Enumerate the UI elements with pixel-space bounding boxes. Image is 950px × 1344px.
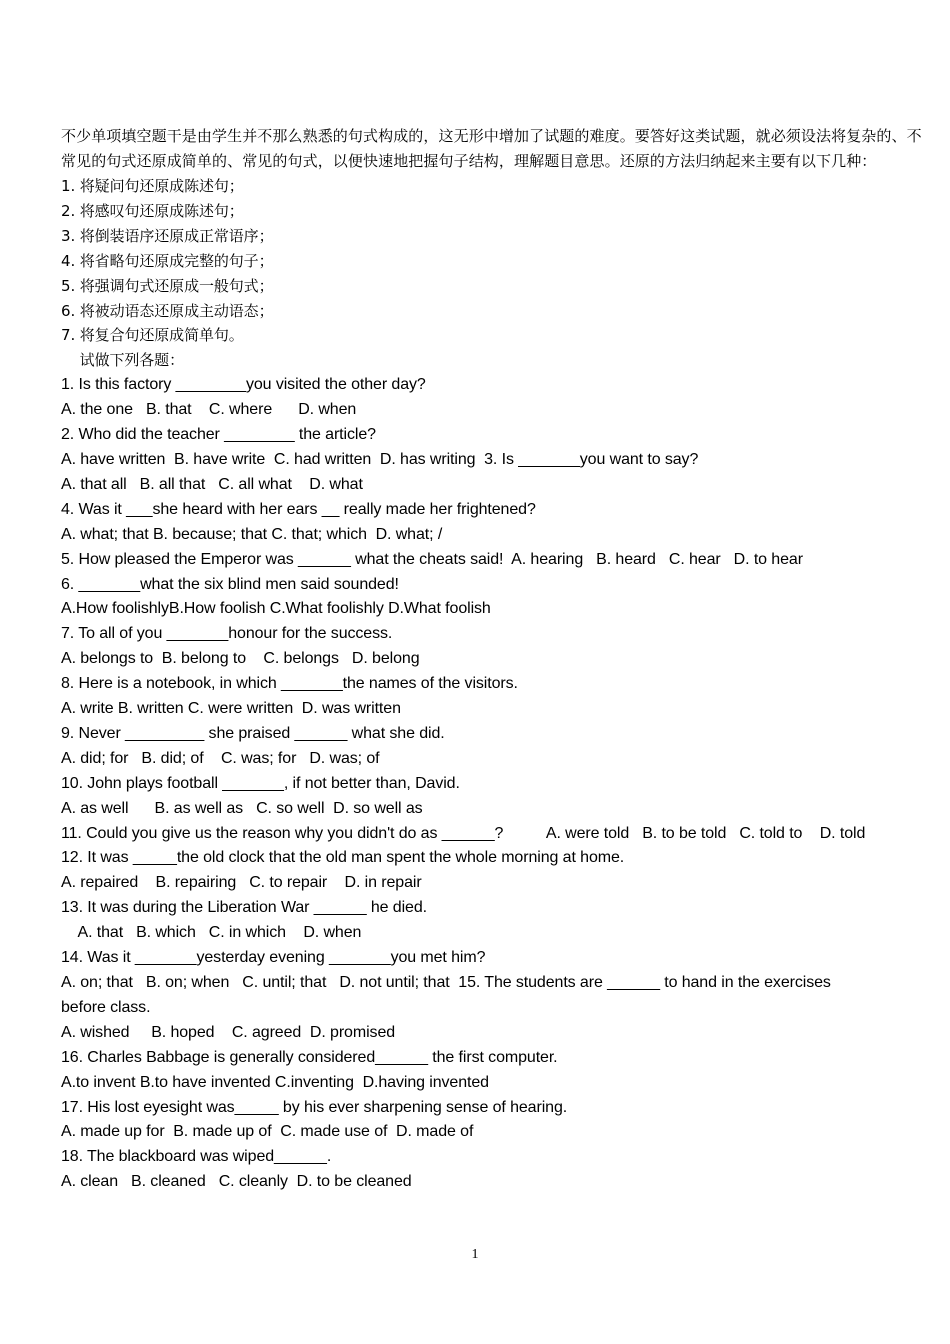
exercise-line: A. made up for B. made up of C. made use of D. made of — [61, 1123, 474, 1141]
exercise-line: before class. — [61, 998, 151, 1016]
exercise-line: 11. Could you give us the reason why you didn't do as ______? A. were told B. to be told C. told to D. told — [61, 824, 866, 842]
exercise-line: 14. Was it _______yesterday evening _______you met him? — [61, 949, 486, 967]
exercise-line: 13. It was during the Liberation War ______ he died. — [61, 899, 428, 917]
exercise-line: 8. Here is a notebook, in which _______the names of the visitors. — [61, 675, 518, 693]
exercise-line: A. repaired B. repairing C. to repair D. in repair — [61, 874, 422, 892]
exercise-line: 4. Was it ___she heard with her ears __ really made her frightened? — [61, 500, 536, 518]
exercise-line: A. on; that B. on; when C. until; that D. not until; that 15. The students are ______ to hand in the exercises — [61, 974, 831, 991]
exercise-line: A. belongs to B. belong to C. belongs D. belong — [61, 650, 420, 668]
method-item-3: 3. 将倒装语序还原成正常语序； — [61, 226, 274, 245]
exercise-heading: 试做下列各题： — [61, 351, 184, 370]
exercise-line: 17. His lost eyesight was_____ by his ever sharpening sense of hearing. — [61, 1098, 568, 1116]
exercise-line: A.to invent B.to have invented C.inventing D.having invented — [61, 1073, 489, 1091]
exercise-line: A. that all B. all that C. all what D. what — [61, 475, 363, 493]
exercise-line: A. have written B. have write C. had written D. has writing 3. Is _______you want to say? — [61, 450, 699, 468]
exercise-line: A. the one B. that C. where D. when — [61, 401, 357, 419]
exercise-line: 1. Is this factory ________you visited the other day? — [61, 376, 426, 394]
exercise-line: 9. Never _________ she praised ______ what she did. — [61, 724, 445, 742]
exercise-line: 5. How pleased the Emperor was ______ what the cheats said! A. hearing B. heard C. hear D. to hear — [61, 550, 803, 568]
method-item-7: 7. 将复合句还原成简单句。 — [61, 326, 244, 345]
exercise-line: 10. John plays football _______, if not better than, David. — [61, 774, 460, 792]
exercise-line: 16. Charles Babbage is generally considered______ the first computer. — [61, 1048, 558, 1066]
method-item-4: 4. 将省略句还原成完整的句子； — [61, 251, 274, 270]
intro-paragraph: 不少单项填空题干是由学生并不那么熟悉的句式构成的，这无形中增加了试题的难度。要答好这类试题，就必须设法将复杂的、不常见的句式还原成简单的、常见的句式，以便快速地把握句子结构，理解题目意思。还原的方法归纳起来主要有以下几种： — [61, 127, 922, 170]
exercise-line: 12. It was _____the old clock that the old man spent the whole morning at home. — [61, 849, 625, 867]
exercise-line: A. that B. which C. in which D. when — [61, 924, 362, 942]
page-number: 1 — [471, 1247, 479, 1262]
page-content — [61, 124, 927, 1195]
exercise-line: A. as well B. as well as C. so well D. so well as — [61, 799, 423, 817]
method-item-2: 2. 将感叹句还原成陈述句； — [61, 201, 244, 220]
exercise-line: 18. The blackboard was wiped______. — [61, 1148, 332, 1166]
exercise-line: A. clean B. cleaned C. cleanly D. to be cleaned — [61, 1173, 412, 1191]
method-item-6: 6. 将被动语态还原成主动语态； — [61, 301, 274, 320]
exercise-line: A. wished B. hoped C. agreed D. promised — [61, 1023, 396, 1041]
exercise-line: A. what; that B. because; that C. that; which D. what; / — [61, 525, 443, 543]
exercise-line: 6. _______what the six blind men said sounded! — [61, 575, 399, 593]
exercise-line: A. did; for B. did; of C. was; for D. was; of — [61, 749, 380, 767]
method-item-5: 5. 将强调句式还原成一般句式； — [61, 276, 274, 295]
exercise-line: 7. To all of you _______honour for the success. — [61, 625, 393, 643]
exercise-line: 2. Who did the teacher ________ the article? — [61, 426, 376, 444]
method-item-1: 1. 将疑问句还原成陈述句； — [61, 177, 244, 195]
exercise-line: A. write B. written C. were written D. was written — [61, 700, 401, 718]
exercise-line: A.How foolishlyB.How foolish C.What foolishly D.What foolish — [61, 600, 491, 618]
